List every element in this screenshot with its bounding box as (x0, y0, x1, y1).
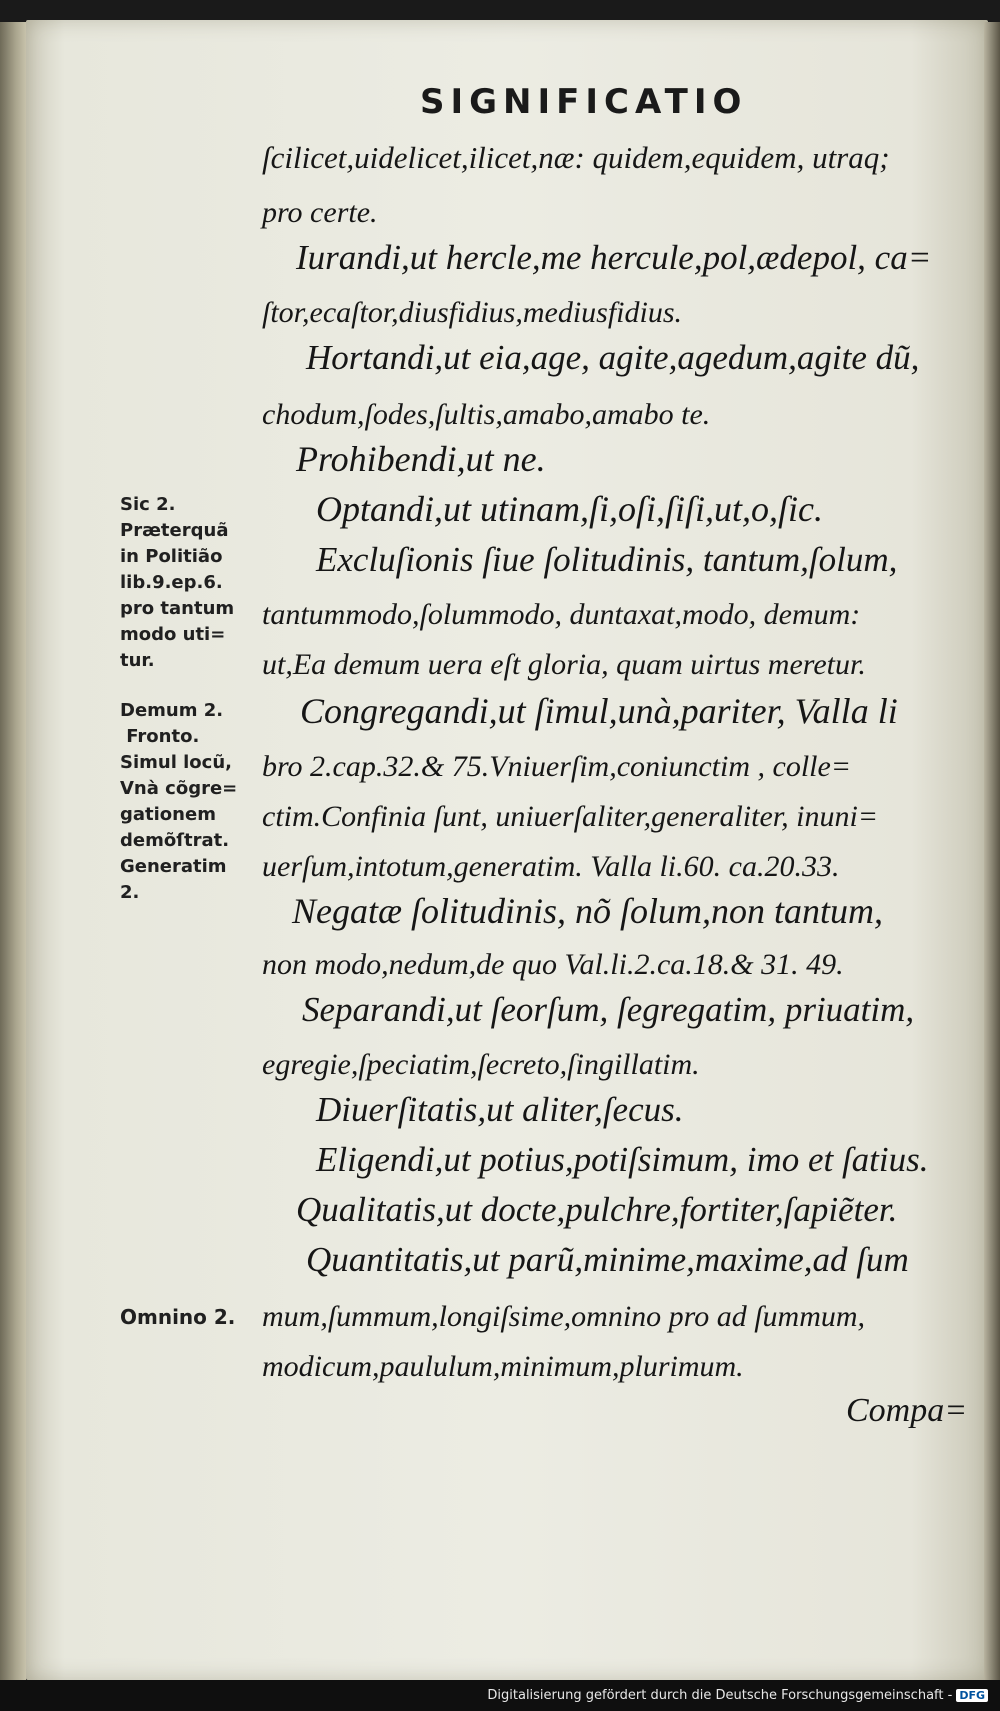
text-line-13: bro 2.cap.32.& 75.Vniuerſim,coniunctim , colle= (262, 750, 852, 783)
marginal-note-3: Omnino 2. (120, 1305, 236, 1329)
text-line-20: Diuerſitatis,ut aliter,ſecus. (316, 1090, 684, 1129)
page-edge (984, 22, 1000, 1680)
text-line-2: pro certe. (262, 196, 378, 229)
text-line-1: ſcilicet,uidelicet,ilicet,næ: quidem,equidem, utraq; (262, 140, 890, 175)
text-line-9: Excluſionis ſiue ſolitudinis, tantum,ſolum, (316, 540, 898, 579)
text-line-24: mum,ſummum,longiſsime,omnino pro ad ſummum, (262, 1300, 866, 1333)
credit-text: Digitalisierung gefördert durch die Deutsche Forschungsgemeinschaft - (487, 1688, 953, 1703)
text-line-19: egregie,ſpeciatim,ſecreto,ſingillatim. (262, 1048, 700, 1081)
text-line-8: Optandi,ut utinam,ſi,oſi,ſiſi,ut,o,ſic. (316, 489, 824, 529)
marginal-note-1: Sic 2. Præterquã in Politião lib.9.ep.6. pro tantum modo uti= tur. (120, 494, 235, 671)
text-line-10: tantummodo,ſolummodo, duntaxat,modo, demum: (262, 598, 861, 631)
text-line-15: uerſum,intotum,generatim. Valla li.60. ca.20.33. (262, 850, 840, 883)
text-line-6: chodum,ſodes,ſultis,amabo,amabo te. (262, 398, 711, 431)
text-line-23: Quantitatis,ut parũ,minime,maxime,ad ſum (306, 1240, 909, 1279)
text-line-21: Eligendi,ut potius,potiſsimum, imo et ſatius. (316, 1140, 929, 1179)
text-line-25: modicum,paululum,minimum,plurimum. (262, 1350, 744, 1383)
catchword: Compa= (846, 1392, 968, 1429)
digitization-credit (487, 1688, 988, 1703)
text-line-22: Qualitatis,ut docte,pulchre,fortiter,ſapiẽter. (296, 1190, 898, 1229)
text-line-17: non modo,nedum,de quo Val.li.2.ca.18.& 31. 49. (262, 948, 844, 981)
text-line-5: Hortandi,ut eia,age, agite,agedum,agite dũ, (306, 338, 920, 377)
text-line-12: Congregandi,ut ſimul,unà,pariter, Valla li (300, 691, 898, 731)
dfg-logo: DFG (956, 1689, 988, 1702)
text-line-14: ctim.Confinia ſunt, uniuerſaliter,generaliter, inuni= (262, 800, 879, 833)
scan-frame-top (0, 0, 1000, 22)
text-line-7: Prohibendi,ut ne. (296, 439, 546, 479)
text-line-18: Separandi,ut ſeorſum, ſegregatim, priuatim, (302, 990, 915, 1029)
running-head: SIGNIFICATIO (420, 82, 748, 122)
text-line-16: Negatæ ſolitudinis, nõ ſolum,non tantum, (292, 891, 884, 931)
book-spine (0, 22, 26, 1680)
text-line-11: ut,Ea demum uera eſt gloria, quam uirtus meretur. (262, 648, 866, 681)
marginal-note-2: Demum 2. Fronto. Simul locũ, Vnà cõgre= gationem demõſtrat. Generatim 2. (120, 700, 238, 903)
text-line-4: ſtor,ecaſtor,diusfidius,mediusfidius. (262, 296, 683, 329)
text-line-3: Iurandi,ut hercle,me hercule,pol,ædepol, ca= (296, 238, 932, 277)
